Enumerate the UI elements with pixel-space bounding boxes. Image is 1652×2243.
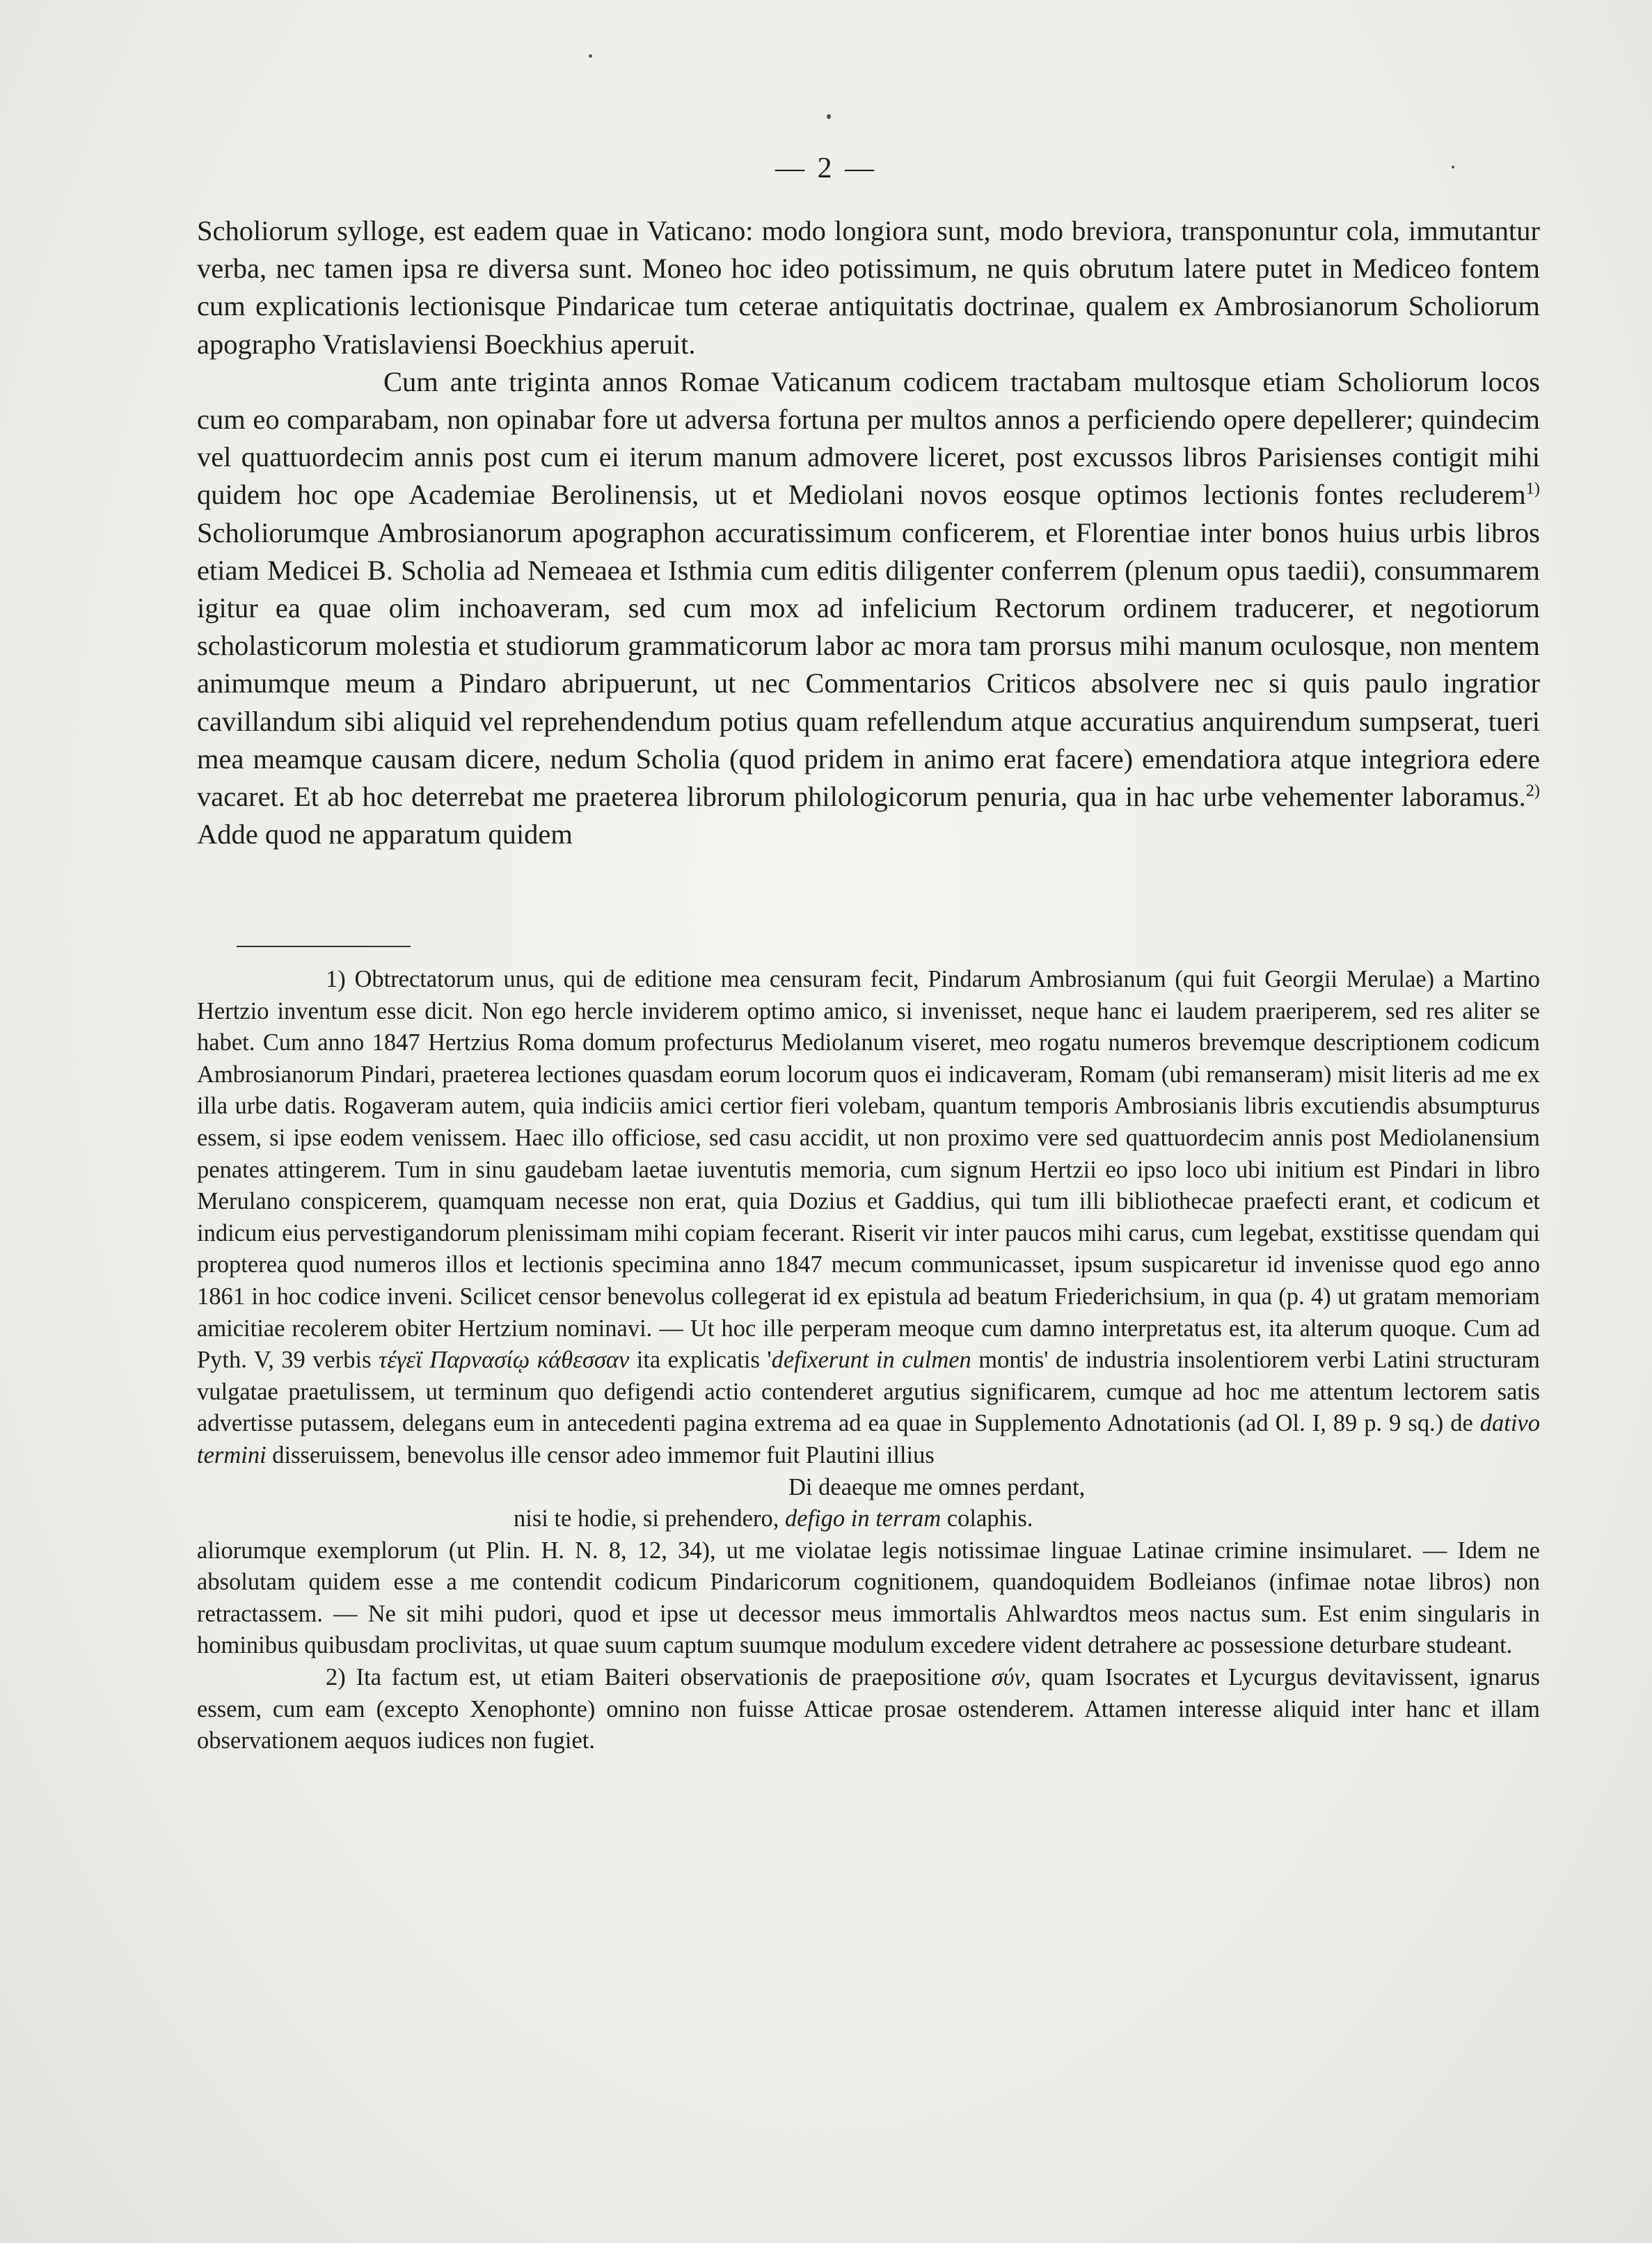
footnote-1-continuation: aliorumque exemplorum (ut Plin. H. N. 8, 12, 34), ut me violatae legis notissimae linguae Latinae crimine insimularet. — Idem ne absolutam quidem esse a me contendit codicum Pindaricorum cognitionem, quandoquidem Bodleianos (infimae notae libros) non retractassem. — Ne sit mihi pudori, quod et ipse ut decessor meus immortalis Ahlwardtos meos nactus sum. Est enim singularis in hominibus quibusdam proclivitas, ut quae suum captum suumque modulum excedere vident detrahere ac possessione deturbare studeant. [197, 1537, 1540, 1659]
footnote-2-marker: 2) [326, 1664, 346, 1691]
footnote-ref-1[interactable]: 1) [1525, 479, 1540, 498]
footnote-1-text-d: disseruissem, benevolus ille censor adeo immemor fuit Plautini illius [266, 1441, 935, 1468]
italic-gloss: defixerunt in culmen [771, 1347, 971, 1374]
verse-line-2-text-b: colaphis. [941, 1505, 1033, 1532]
footnote-1-text-b: ita explicatis ' [629, 1347, 772, 1374]
footnote-divider [237, 946, 411, 947]
footnote-2-text-a: Ita factum est, ut etiam Baiteri observationis de praepositione [345, 1664, 992, 1691]
footnote-2 [197, 1662, 1540, 1757]
footnote-2-text-b: , quam Isocrates et Lycurgus devitavissent, ignarus essem, cum eam (excepto Xenophonte) omnino non fuisse Atticae prosae ostenderem. Attamen interesse aliquid inter hanc et illam observationem aequos iudices non fugiet. [197, 1664, 1540, 1754]
footnote-1-text-c: montis' de industria insolentiorem verbi Latini structuram vulgatae praetulissem, ut terminum quo defigendi actio contenderet argutius significarem, cumque ad hoc me attentum lectorem satis advertisse putassem, delegans eum in antecedenti pagina extrema ad ea quae in Supplemento Adnotationis (ad Ol. I, 89 p. 9 sq.) de [197, 1347, 1540, 1437]
verse-line-1: Di deaeque me omnes perdant, [788, 1473, 1086, 1500]
verse-line-2 [197, 1503, 1540, 1535]
greek-word: σύν [991, 1664, 1025, 1691]
paragraph-2-text-c: Adde quod ne apparatum quidem [197, 818, 573, 850]
paragraph-2-text-a: Cum ante triginta annos Romae Vaticanum codicem tractabam multosque etiam Scholiorum locos cum eo comparabam, non opinabar fore ut adversa fortuna per multos annos a perficiendo opere depellerer; quindecim vel quattuordecim annis post cum ei iterum manum admovere liceret, post excussos libros Parisienses contigit mihi quidem hoc ope Academiae Berolinensis, ut et Mediolani novos eosque optimos lectionis fontes recluderem [197, 365, 1540, 511]
greek-quote: τέγεϊ Παρνασίῳ κάθεσσαν [379, 1347, 630, 1374]
paragraph-2 [197, 363, 1540, 854]
scan-speck [827, 114, 831, 119]
verse-line-2-text-a: nisi te hodie, si prehendero, [514, 1505, 785, 1532]
page-number: — 2 — [775, 152, 877, 184]
verse-line-2-italic: defigo in terram [784, 1505, 942, 1532]
footnote-ref-2[interactable]: 2) [1525, 781, 1540, 800]
main-text [197, 212, 1540, 853]
footnote-1 [197, 964, 1540, 1472]
footnote-1-marker: 1) [326, 966, 346, 992]
footnote-1-text-a: Obtrectatorum unus, qui de editione mea censuram fecit, Pindarum Ambrosianum (qui fuit Georgii Merulae) a Martino Hertzio inventum esse dicit. Non ego hercle inviderem optimo amico, si invenisset, neque hanc ei laudem praeriperem, sed res aliter se habet. Cum anno 1847 Hertzius Roma domum profecturus Mediolanum viseret, meo rogatu numeros brevemque descriptionem codicum Ambrosianorum Pindari, praeterea lectiones quasdam eorum locorum quos ei indicaveram, Romam (ubi remanseram) misit literis ad me ex illa urbe datis. Rogaveram autem, quia indiciis amici certior fieri volebam, quantum temporis Ambrosianis libris excutiendis absumpturus essem, si ipse eodem venissem. Haec illo officiose, sed casu accidit, ut non proximo vere sed quattuordecim annis post Mediolanensium penates attingerem. Tum in sinu gaudebam laetae iuventutis memoria, cum signum Hertzii eo ipso loco ubi initium est Pindari in libro Merulano conspicerem, quamquam necesse non erat, quia Dozius et Gaddius, qui tum illi bibliothecae praefecti erant, et codicum et indicum eius pervestigandorum plenissimam mihi copiam fecerant. Riserit vir inter paucos mihi carus, cum legebat, exstitisse quendam qui propterea quod numeros illos et lectionis specimina anno 1847 mecum communicasset, ipsum suspicaretur id invenisse quod ego anno 1861 in hoc codice inveni. Scilicet censor benevolus collegerat id ex epistula ad beatum Friederichsium, in qua (p. 4) ut gratam memoriam amicitiae recolerem obiter Hertzium nominavi. — Ut hoc ille perperam meoque cum damno interpretatus est, ita alterum quoque. Cum ad Pyth. V, 39 verbis [197, 966, 1540, 1374]
italic-term: dativo termini [197, 1410, 1540, 1468]
footnotes [197, 964, 1540, 1757]
scan-speck [589, 54, 592, 58]
paragraph-2-text-b: Scholiorumque Ambrosianorum apographon accuratissimum conficerem, et Florentiae inter bonos huius urbis libros etiam Medicei B. Scholia ad Nemeaea et Isthmia cum editis diligenter conferrem (plenum opus taedii), consummarem igitur ea quae olim inchoaveram, sed cum mox ad infelicium Rectorum ordinem traducerer, et negotiorum scholasticorum molestia et studiorum grammaticorum labor ac mora tam prorsus mihi manum oculosque, non mentem animumque meum a Pindaro abripuerunt, ut nec Commentarios Criticos absolvere nec si quis paulo ingratior cavillandum sibi aliquid vel reprehendendum potius quam refellendum atque accuratius anquirendum sumpserat, tueri mea meamque causam dicere, nedum Scholia (quod pridem in animo erat facere) emendatiora atque integriora edere vacaret. Et ab hoc deterrebat me praeterea librorum philologicorum penuria, qua in hac urbe vehementer laboramus. [197, 516, 1540, 813]
paragraph-1: Scholiorum sylloge, est eadem quae in Vaticano: modo longiora sunt, modo breviora, transponuntur cola, immutantur verba, nec tamen ipsa re diversa sunt. Moneo hoc ideo potissimum, ne quis obrutum latere putet in Mediceo fontem cum explicationis lectionisque Pindaricae tum ceterae antiquitatis doctrinae, qualem ex Ambrosianorum Scholiorum apographo Vratislaviensi Boeckhius aperuit. [197, 215, 1540, 360]
